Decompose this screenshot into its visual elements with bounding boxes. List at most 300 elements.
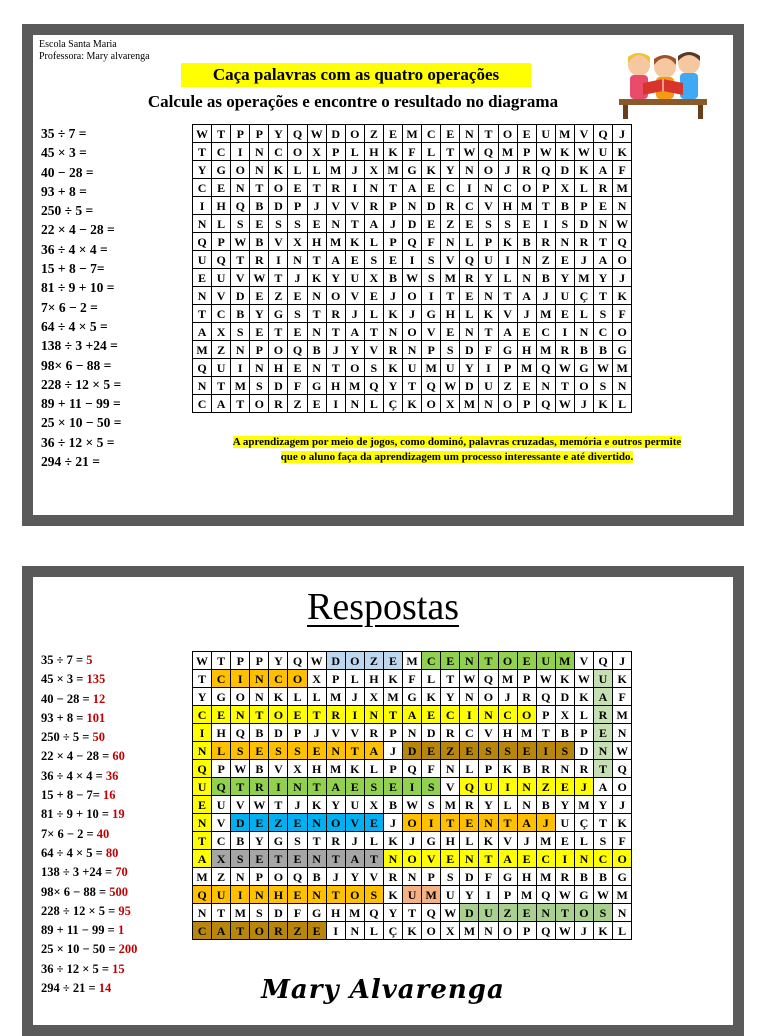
- grid-cell: S: [479, 742, 498, 760]
- grid-cell: M: [383, 688, 402, 706]
- grid-cell: L: [613, 922, 632, 940]
- grid-cell: E: [250, 814, 269, 832]
- grid-cell: T: [441, 143, 460, 161]
- grid-cell: M: [536, 832, 555, 850]
- grid-cell: T: [441, 670, 460, 688]
- grid-cell: P: [383, 233, 402, 251]
- grid-cell: P: [212, 233, 231, 251]
- grid-cell: P: [383, 197, 402, 215]
- grid-cell: N: [345, 395, 364, 413]
- grid-cell: D: [326, 125, 345, 143]
- grid-cell: Q: [212, 251, 231, 269]
- grid-cell: K: [383, 886, 402, 904]
- grid-cell: J: [574, 251, 593, 269]
- grid-cell: O: [613, 323, 632, 341]
- grid-cell: V: [441, 251, 460, 269]
- grid-cell: U: [479, 377, 498, 395]
- grid-cell: I: [536, 742, 555, 760]
- grid-row: [193, 305, 632, 323]
- grid-cell: P: [517, 143, 536, 161]
- grid-cell: W: [555, 922, 574, 940]
- grid-cell: D: [403, 215, 422, 233]
- grid-cell: R: [441, 724, 460, 742]
- grid-cell: W: [613, 742, 632, 760]
- grid-cell: J: [613, 796, 632, 814]
- grid-cell: M: [383, 161, 402, 179]
- grid-cell: N: [231, 868, 250, 886]
- grid-cell: E: [212, 179, 231, 197]
- grid-row: [193, 359, 632, 377]
- grid-cell: O: [498, 922, 517, 940]
- operation-item: 36 ÷ 4 × 4 =: [41, 241, 108, 257]
- operation-text: 250 ÷ 5 =: [41, 730, 93, 745]
- answered-operation-item: [41, 786, 191, 805]
- grid-row: [193, 724, 632, 742]
- grid-cell: C: [498, 179, 517, 197]
- grid-cell: U: [479, 904, 498, 922]
- grid-cell: U: [212, 886, 231, 904]
- grid-cell: Q: [364, 377, 383, 395]
- grid-cell: N: [460, 161, 479, 179]
- operation-text: 81 ÷ 9 + 10 =: [41, 807, 113, 822]
- grid-cell: Q: [479, 670, 498, 688]
- grid-cell: E: [288, 323, 307, 341]
- grid-cell: Q: [231, 197, 250, 215]
- grid-cell: C: [422, 652, 441, 670]
- grid-cell: N: [231, 179, 250, 197]
- grid-cell: Z: [288, 922, 307, 940]
- grid-cell: X: [212, 323, 231, 341]
- grid-cell: Y: [555, 269, 574, 287]
- grid-cell: E: [517, 652, 536, 670]
- grid-cell: O: [345, 652, 364, 670]
- grid-cell: I: [479, 359, 498, 377]
- grid-cell: Y: [269, 125, 288, 143]
- grid-cell: S: [250, 377, 269, 395]
- grid-cell: T: [555, 904, 574, 922]
- grid-cell: N: [250, 359, 269, 377]
- grid-cell: T: [307, 832, 326, 850]
- grid-cell: C: [593, 850, 612, 868]
- grid-cell: H: [326, 377, 345, 395]
- grid-cell: T: [326, 850, 345, 868]
- operation-text: 7× 6 − 2 =: [41, 826, 97, 841]
- grid-cell: Q: [403, 233, 422, 251]
- grid-cell: N: [250, 886, 269, 904]
- grid-cell: N: [193, 287, 212, 305]
- operation-item: 294 ÷ 21 =: [41, 454, 100, 470]
- grid-cell: D: [269, 724, 288, 742]
- grid-cell: P: [479, 760, 498, 778]
- grid-cell: D: [555, 688, 574, 706]
- grid-cell: S: [479, 215, 498, 233]
- grid-cell: P: [422, 868, 441, 886]
- grid-cell: M: [613, 886, 632, 904]
- grid-cell: E: [193, 796, 212, 814]
- grid-cell: C: [212, 670, 231, 688]
- grid-cell: T: [212, 377, 231, 395]
- grid-cell: D: [231, 287, 250, 305]
- grid-cell: N: [517, 251, 536, 269]
- grid-cell: T: [536, 724, 555, 742]
- grid-cell: F: [479, 341, 498, 359]
- grid-cell: N: [250, 143, 269, 161]
- grid-cell: H: [441, 305, 460, 323]
- grid-cell: T: [231, 251, 250, 269]
- grid-cell: P: [288, 197, 307, 215]
- grid-cell: N: [307, 359, 326, 377]
- grid-cell: X: [288, 760, 307, 778]
- grid-cell: S: [364, 359, 383, 377]
- grid-cell: T: [326, 886, 345, 904]
- grid-cell: N: [479, 706, 498, 724]
- grid-cell: P: [517, 395, 536, 413]
- grid-cell: H: [326, 904, 345, 922]
- grid-cell: E: [593, 724, 612, 742]
- grid-cell: J: [536, 814, 555, 832]
- grid-cell: X: [364, 688, 383, 706]
- grid-cell: G: [307, 377, 326, 395]
- operation-answer: 5: [86, 653, 93, 667]
- grid-cell: V: [574, 652, 593, 670]
- grid-cell: T: [307, 179, 326, 197]
- grid-cell: E: [193, 269, 212, 287]
- word-search-grid: [192, 124, 632, 413]
- grid-cell: T: [479, 125, 498, 143]
- grid-cell: E: [288, 359, 307, 377]
- grid-cell: G: [574, 359, 593, 377]
- grid-cell: T: [307, 305, 326, 323]
- grid-cell: E: [517, 323, 536, 341]
- operation-answer: 19: [112, 807, 125, 822]
- grid-cell: S: [231, 215, 250, 233]
- operation-text: 93 + 8 =: [41, 710, 87, 725]
- note-line-1: A aprendizagem por meio de jogos, como dominó, palavras cruzadas, memória e outros permite: [232, 436, 682, 448]
- grid-cell: T: [193, 670, 212, 688]
- grid-cell: U: [345, 796, 364, 814]
- grid-cell: V: [345, 287, 364, 305]
- grid-cell: W: [536, 670, 555, 688]
- grid-cell: N: [307, 850, 326, 868]
- grid-cell: N: [536, 377, 555, 395]
- grid-cell: E: [307, 922, 326, 940]
- grid-row: [193, 377, 632, 395]
- grid-cell: U: [212, 796, 231, 814]
- grid-cell: S: [288, 305, 307, 323]
- grid-cell: T: [498, 287, 517, 305]
- grid-cell: K: [498, 760, 517, 778]
- operation-answer: 500: [109, 884, 128, 899]
- grid-cell: W: [555, 886, 574, 904]
- grid-cell: W: [555, 395, 574, 413]
- grid-cell: M: [422, 886, 441, 904]
- answers-card-inner: [33, 577, 733, 1025]
- grid-cell: R: [441, 197, 460, 215]
- grid-cell: N: [307, 886, 326, 904]
- operation-text: 36 ÷ 12 × 5 =: [41, 961, 113, 976]
- grid-cell: Q: [460, 778, 479, 796]
- grid-cell: H: [364, 143, 383, 161]
- grid-cell: Z: [441, 742, 460, 760]
- grid-cell: E: [383, 251, 402, 269]
- grid-cell: N: [613, 904, 632, 922]
- grid-cell: E: [441, 652, 460, 670]
- grid-cell: Y: [250, 305, 269, 323]
- grid-cell: R: [574, 760, 593, 778]
- grid-cell: I: [536, 215, 555, 233]
- grid-cell: L: [574, 179, 593, 197]
- grid-cell: O: [574, 904, 593, 922]
- grid-cell: V: [269, 760, 288, 778]
- operation-answer: 70: [115, 865, 128, 880]
- grid-cell: K: [593, 395, 612, 413]
- grid-cell: S: [364, 778, 383, 796]
- grid-cell: L: [288, 688, 307, 706]
- grid-cell: I: [460, 179, 479, 197]
- grid-cell: W: [593, 886, 612, 904]
- grid-cell: Q: [479, 143, 498, 161]
- grid-cell: T: [326, 323, 345, 341]
- grid-cell: Q: [536, 161, 555, 179]
- grid-cell: N: [193, 377, 212, 395]
- grid-cell: E: [422, 706, 441, 724]
- grid-cell: E: [383, 778, 402, 796]
- grid-cell: K: [307, 796, 326, 814]
- grid-cell: Z: [212, 868, 231, 886]
- grid-cell: C: [269, 670, 288, 688]
- grid-cell: V: [326, 724, 345, 742]
- grid-cell: R: [383, 868, 402, 886]
- author-signature: Mary Alvarenga: [261, 975, 505, 1005]
- grid-cell: V: [326, 197, 345, 215]
- grid-cell: Q: [193, 760, 212, 778]
- grid-cell: O: [479, 688, 498, 706]
- grid-cell: W: [574, 670, 593, 688]
- operation-text: 64 ÷ 4 × 5 =: [41, 845, 106, 860]
- grid-cell: T: [593, 287, 612, 305]
- grid-cell: J: [383, 742, 402, 760]
- grid-cell: D: [422, 197, 441, 215]
- grid-cell: M: [460, 395, 479, 413]
- grid-cell: J: [498, 688, 517, 706]
- grid-cell: R: [326, 179, 345, 197]
- grid-cell: N: [517, 269, 536, 287]
- grid-cell: Y: [593, 796, 612, 814]
- grid-row: [193, 796, 632, 814]
- grid-cell: B: [250, 233, 269, 251]
- grid-cell: Q: [288, 652, 307, 670]
- grid-cell: H: [441, 832, 460, 850]
- grid-cell: T: [212, 125, 231, 143]
- grid-row: [193, 269, 632, 287]
- operation-item: 36 ÷ 12 × 5 =: [41, 434, 115, 450]
- grid-cell: Z: [441, 215, 460, 233]
- grid-cell: J: [383, 215, 402, 233]
- grid-cell: Q: [536, 886, 555, 904]
- grid-cell: E: [441, 850, 460, 868]
- grid-cell: J: [613, 125, 632, 143]
- grid-cell: G: [613, 868, 632, 886]
- grid-cell: L: [460, 233, 479, 251]
- grid-cell: M: [498, 143, 517, 161]
- operation-answer: 15: [112, 961, 125, 976]
- grid-cell: S: [231, 742, 250, 760]
- grid-cell: N: [479, 922, 498, 940]
- grid-cell: H: [364, 670, 383, 688]
- answered-operation-item: [41, 921, 191, 940]
- grid-row: [193, 197, 632, 215]
- grid-cell: E: [250, 742, 269, 760]
- grid-cell: Z: [269, 814, 288, 832]
- grid-cell: E: [517, 904, 536, 922]
- grid-cell: I: [555, 323, 574, 341]
- grid-cell: S: [498, 742, 517, 760]
- grid-cell: K: [574, 688, 593, 706]
- grid-cell: J: [345, 688, 364, 706]
- grid-cell: I: [269, 251, 288, 269]
- grid-cell: X: [441, 395, 460, 413]
- grid-cell: J: [574, 922, 593, 940]
- grid-cell: J: [536, 287, 555, 305]
- grid-cell: Y: [383, 904, 402, 922]
- grid-cell: M: [403, 652, 422, 670]
- grid-cell: E: [441, 125, 460, 143]
- operation-text: 36 ÷ 4 × 4 =: [41, 768, 106, 783]
- grid-row: [193, 323, 632, 341]
- grid-cell: E: [555, 251, 574, 269]
- grid-cell: R: [383, 341, 402, 359]
- grid-cell: G: [269, 832, 288, 850]
- grid-cell: O: [326, 814, 345, 832]
- grid-cell: O: [326, 287, 345, 305]
- grid-cell: P: [422, 341, 441, 359]
- grid-cell: C: [498, 706, 517, 724]
- grid-cell: W: [307, 652, 326, 670]
- grid-cell: Ç: [574, 287, 593, 305]
- grid-cell: S: [231, 323, 250, 341]
- grid-cell: T: [479, 850, 498, 868]
- grid-cell: L: [574, 305, 593, 323]
- operations-list: [41, 124, 191, 471]
- operation-text: 138 ÷ 3 +24 =: [41, 865, 116, 880]
- grid-cell: B: [593, 868, 612, 886]
- grid-cell: N: [307, 814, 326, 832]
- grid-cell: M: [517, 359, 536, 377]
- grid-cell: U: [479, 778, 498, 796]
- grid-cell: M: [193, 341, 212, 359]
- grid-cell: P: [212, 760, 231, 778]
- grid-cell: O: [479, 161, 498, 179]
- grid-cell: T: [383, 179, 402, 197]
- grid-cell: L: [422, 670, 441, 688]
- children-reading-illustration: [613, 43, 713, 121]
- operation-item: 35 ÷ 7 =: [41, 126, 87, 141]
- grid-cell: W: [403, 269, 422, 287]
- grid-cell: V: [574, 125, 593, 143]
- grid-cell: C: [193, 395, 212, 413]
- grid-cell: H: [212, 197, 231, 215]
- answers-title: [33, 585, 733, 629]
- grid-cell: V: [479, 197, 498, 215]
- grid-cell: A: [364, 742, 383, 760]
- grid-cell: N: [460, 688, 479, 706]
- grid-cell: M: [345, 904, 364, 922]
- grid-cell: Y: [193, 688, 212, 706]
- grid-cell: G: [422, 832, 441, 850]
- grid-row: [193, 922, 632, 940]
- grid-cell: O: [269, 706, 288, 724]
- grid-cell: O: [269, 868, 288, 886]
- grid-cell: N: [231, 706, 250, 724]
- grid-cell: O: [250, 395, 269, 413]
- grid-cell: F: [613, 305, 632, 323]
- grid-cell: N: [231, 341, 250, 359]
- grid-cell: E: [250, 215, 269, 233]
- grid-cell: T: [593, 760, 612, 778]
- grid-cell: A: [345, 323, 364, 341]
- grid-cell: O: [422, 922, 441, 940]
- operation-text: 40 − 28 =: [41, 691, 93, 706]
- grid-cell: R: [250, 778, 269, 796]
- grid-cell: M: [574, 269, 593, 287]
- grid-cell: J: [288, 796, 307, 814]
- grid-cell: M: [613, 706, 632, 724]
- grid-row: [193, 161, 632, 179]
- grid-cell: G: [498, 341, 517, 359]
- grid-cell: D: [574, 215, 593, 233]
- grid-cell: P: [250, 125, 269, 143]
- grid-cell: F: [403, 143, 422, 161]
- grid-cell: O: [498, 395, 517, 413]
- grid-cell: W: [193, 125, 212, 143]
- grid-cell: N: [383, 323, 402, 341]
- grid-cell: B: [250, 197, 269, 215]
- grid-cell: Y: [441, 688, 460, 706]
- grid-cell: N: [250, 161, 269, 179]
- grid-cell: J: [326, 868, 345, 886]
- answered-operation-item: [41, 767, 191, 786]
- grid-row: [193, 251, 632, 269]
- grid-cell: W: [231, 233, 250, 251]
- grid-cell: M: [536, 341, 555, 359]
- grid-cell: E: [307, 395, 326, 413]
- grid-cell: F: [403, 670, 422, 688]
- grid-cell: H: [307, 233, 326, 251]
- grid-cell: E: [460, 742, 479, 760]
- operation-text: 294 ÷ 21 =: [41, 981, 99, 996]
- grid-cell: Y: [383, 377, 402, 395]
- grid-cell: V: [231, 269, 250, 287]
- grid-cell: L: [460, 305, 479, 323]
- grid-cell: O: [403, 323, 422, 341]
- grid-cell: K: [574, 161, 593, 179]
- grid-cell: H: [517, 868, 536, 886]
- grid-cell: I: [193, 197, 212, 215]
- grid-cell: E: [422, 215, 441, 233]
- grid-cell: I: [422, 814, 441, 832]
- grid-cell: O: [498, 652, 517, 670]
- grid-cell: A: [364, 215, 383, 233]
- grid-cell: N: [307, 323, 326, 341]
- grid-cell: T: [345, 215, 364, 233]
- grid-cell: E: [212, 706, 231, 724]
- grid-cell: F: [288, 377, 307, 395]
- grid-cell: A: [517, 287, 536, 305]
- grid-cell: A: [326, 251, 345, 269]
- grid-cell: K: [479, 305, 498, 323]
- grid-cell: N: [593, 215, 612, 233]
- grid-cell: U: [403, 886, 422, 904]
